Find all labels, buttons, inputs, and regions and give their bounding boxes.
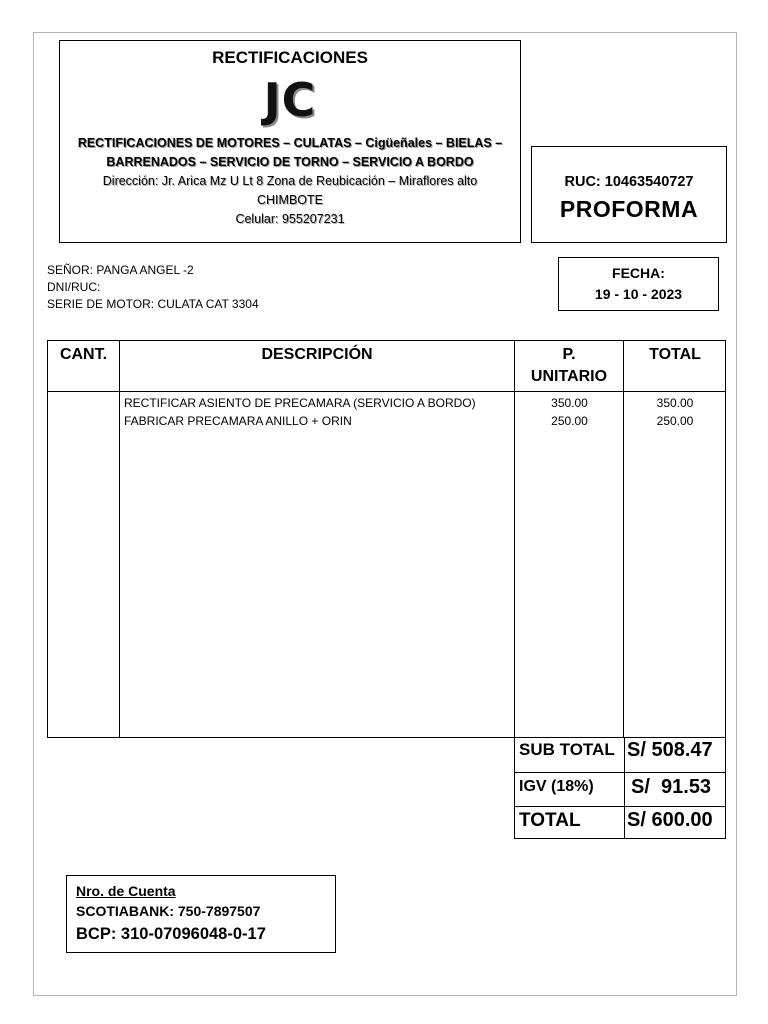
- subtotal-row: [515, 738, 725, 772]
- row-total: 250.00: [656, 414, 694, 428]
- client-id: DNI/RUC:: [47, 280, 101, 294]
- table-body: [48, 394, 725, 430]
- engine-series: SERIE DE MOTOR: CULATA CAT 3304: [47, 297, 259, 311]
- totals-box: [514, 737, 726, 839]
- services-line-1: RECTIFICACIONES DE MOTORES – CULATAS – Cigüeñales – BIELAS –: [77, 136, 503, 150]
- date-box: [558, 257, 719, 311]
- bank-heading: Nro. de Cuenta: [76, 883, 176, 899]
- subtotal-value: S/ 508.47: [627, 739, 713, 761]
- bcp-account: BCP: 310-07096048-0-17: [76, 925, 266, 943]
- row-description: RECTIFICAR ASIENTO DE PRECAMARA (SERVICIO A BORDO): [124, 396, 476, 410]
- total-value: S/ 600.00: [627, 809, 713, 831]
- total-header: TOTAL: [649, 346, 701, 363]
- qty-header: CANT.: [59, 346, 108, 363]
- address-line-1: Dirección: Jr. Arica Mz U Lt 8 Zona de Reubicación – Miraflores alto: [102, 174, 478, 188]
- header-divider: [48, 391, 725, 392]
- business-title: RECTIFICACIONES: [212, 48, 368, 67]
- phone-line: Celular: 955207231: [235, 212, 345, 226]
- client-name: SEÑOR: PANGA ANGEL -2: [47, 263, 194, 277]
- igv-label: IGV (18%): [519, 778, 594, 795]
- table-row: [48, 412, 725, 430]
- business-header: [59, 40, 521, 243]
- document-type: PROFORMA: [559, 196, 699, 222]
- scotiabank-account: SCOTIABANK: 750-7897507: [76, 903, 261, 919]
- address-text: [60, 172, 520, 229]
- services-line-2: BARRENADOS – SERVICIO DE TORNO – SERVICIO A BORDO: [106, 155, 474, 169]
- items-table: [47, 340, 726, 738]
- total-label: TOTAL: [519, 810, 581, 831]
- igv-value: S/ 91.53: [631, 776, 712, 798]
- ruc-number: RUC: 10463540727: [564, 174, 694, 190]
- bank-accounts: [66, 875, 336, 953]
- client-info: [47, 262, 259, 313]
- services-text: [60, 134, 520, 172]
- subtotal-label: SUB TOTAL: [519, 740, 615, 759]
- desc-header: DESCRIPCIÓN: [261, 346, 373, 363]
- row-total: 350.00: [656, 396, 694, 410]
- date-label: FECHA:: [612, 265, 665, 281]
- unit-price-header-line-2: UNITARIO: [530, 368, 608, 385]
- igv-row: [515, 772, 725, 806]
- ruc-box: [531, 146, 727, 243]
- date-value: 19 - 10 - 2023: [594, 286, 683, 302]
- row-description: FABRICAR PRECAMARA ANILLO + ORIN: [124, 414, 352, 428]
- table-row: [48, 394, 725, 412]
- unit-price-header-line-1: P.: [562, 346, 576, 363]
- unit-price-header: [515, 341, 623, 388]
- total-row: [515, 806, 725, 839]
- row-unit-price: 250.00: [551, 414, 588, 428]
- row-unit-price: 350.00: [551, 396, 588, 410]
- address-line-2: CHIMBOTE: [257, 193, 323, 207]
- business-logo: JC: [263, 73, 317, 127]
